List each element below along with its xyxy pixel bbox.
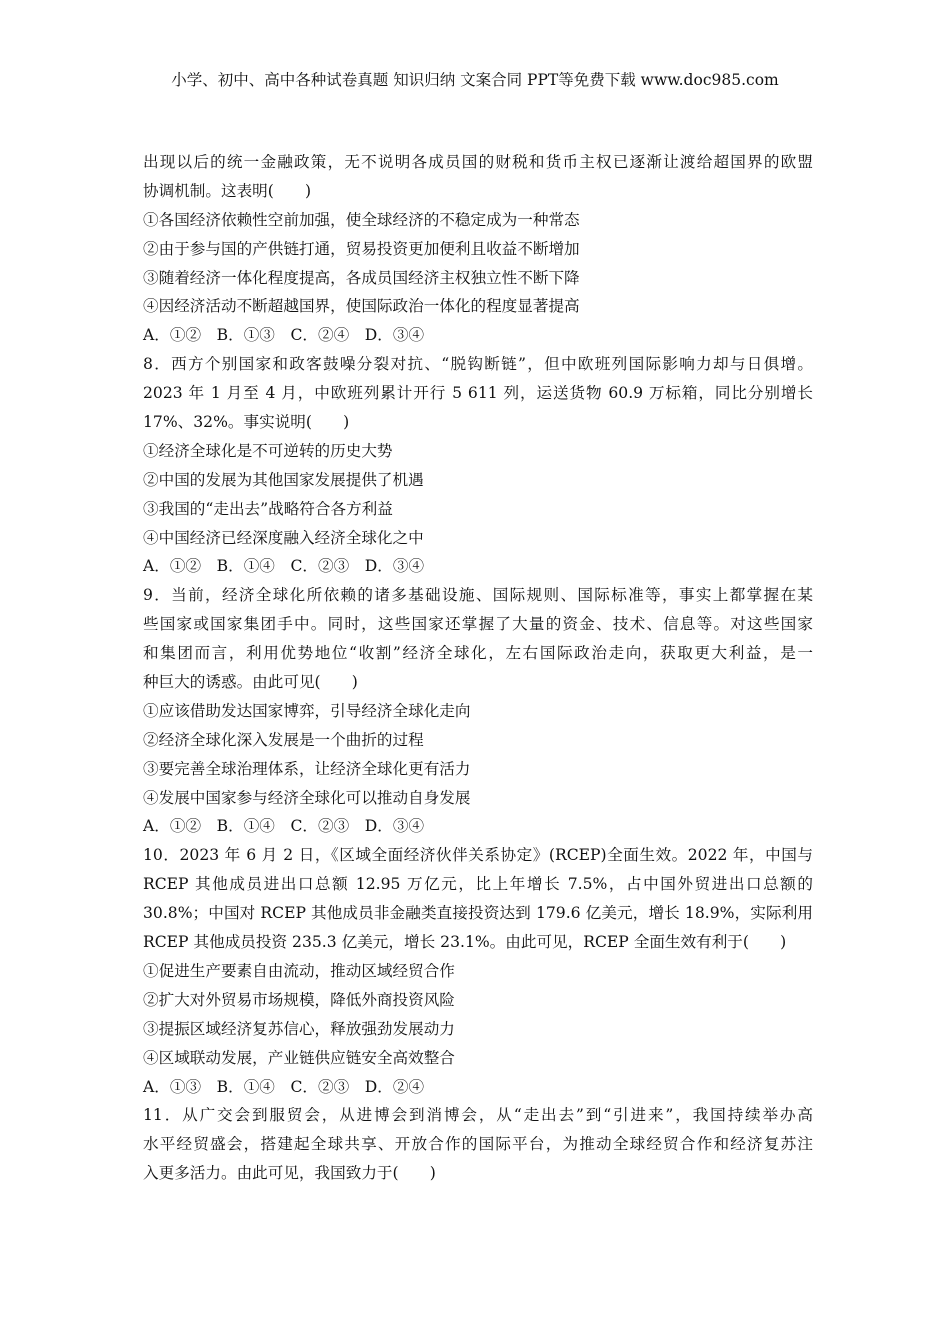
question-stem-line: 9．当前，经济全球化所依赖的诸多基础设施、国际规则、国际标准等，事实上都掌握在某 bbox=[143, 586, 813, 605]
statement-4: ④因经济活动不断超越国界，使国际政治一体化的程度显著提高 bbox=[143, 297, 580, 316]
question-stem-line: 种巨大的诱惑。由此可见( ) bbox=[143, 673, 358, 692]
question-stem-line: 和集团而言，利用优势地位“收割”经济全球化，左右国际政治走向，获取更大利益，是一 bbox=[143, 644, 813, 663]
question-stem-line: 些国家或国家集团手中。同时，这些国家还掌握了大量的资金、技术、信息等。对这些国家 bbox=[143, 615, 813, 634]
page-header: 小学、初中、高中各种试卷真题 知识归纳 文案合同 PPT等免费下载 www.doc985.com bbox=[171, 71, 779, 89]
statement-2: ②由于参与国的产供链打通，贸易投资更加便利且收益不断增加 bbox=[143, 239, 580, 258]
question-stem-line: 入更多活力。由此可见，我国致力于( ) bbox=[143, 1164, 436, 1183]
statement-1: ①应该借助发达国家博弈，引导经济全球化走向 bbox=[143, 701, 471, 720]
question-stem-line: RCEP 其他成员进出口总额 12.95 万亿元，比上年增长 7.5%，占中国外贸进出口总额的 bbox=[143, 875, 813, 894]
question-8 bbox=[143, 350, 813, 581]
question-stem-line: 出现以后的统一金融政策，无不说明各成员国的财税和货币主权已逐渐让渡给超国界的欧盟 bbox=[143, 153, 813, 171]
statement-4: ④区域联动发展，产业链供应链安全高效整合 bbox=[143, 1048, 455, 1067]
question-10 bbox=[143, 841, 813, 1101]
statement-1: ①促进生产要素自由流动，推动区域经贸合作 bbox=[143, 961, 455, 980]
statement-2: ②中国的发展为其他国家发展提供了机遇 bbox=[143, 470, 424, 489]
question-stem-line: 8．西方个别国家和政客鼓噪分裂对抗、“脱钩断链”，但中欧班列国际影响力却与日俱增。 bbox=[143, 355, 813, 374]
question-stem-line: 10．2023 年 6 月 2 日，《区域全面经济伙伴关系协定》(RCEP)全面生效。2022 年，中国与 bbox=[143, 846, 813, 865]
statement-3: ③要完善全球治理体系，让经济全球化更有活力 bbox=[143, 759, 471, 778]
question-stem-line: 协调机制。这表明( ) bbox=[143, 181, 312, 200]
question-stem-line: 17%、32%。事实说明( ) bbox=[143, 413, 350, 432]
statement-3: ③随着经济一体化程度提高，各成员国经济主权独立性不断下降 bbox=[143, 268, 580, 287]
question-7-continued bbox=[143, 148, 813, 350]
question-9 bbox=[143, 581, 813, 841]
statement-3: ③提振区域经济复苏信心，释放强劲发展动力 bbox=[143, 1019, 455, 1038]
statement-4: ④中国经济已经深度融入经济全球化之中 bbox=[143, 528, 424, 547]
statement-3: ③我国的“走出去”战略符合各方利益 bbox=[143, 499, 393, 518]
question-stem-line: 11．从广交会到服贸会，从进博会到消博会，从“走出去”到“引进来”，我国持续举办高 bbox=[143, 1106, 813, 1125]
statement-1: ①各国经济依赖性空前加强，使全球经济的不稳定成为一种常态 bbox=[143, 210, 580, 229]
question-content bbox=[143, 148, 813, 1188]
question-11 bbox=[143, 1101, 813, 1188]
statement-2: ②扩大对外贸易市场规模，降低外商投资风险 bbox=[143, 990, 455, 1009]
answer-options: A．①② B．①③ C．②④ D．③④ bbox=[143, 326, 425, 345]
answer-options: A．①② B．①④ C．②③ D．③④ bbox=[143, 817, 425, 836]
question-stem-line: 2023 年 1 月至 4 月，中欧班列累计开行 5 611 列，运送货物 60.9 万标箱，同比分别增长 bbox=[143, 384, 813, 403]
statement-2: ②经济全球化深入发展是一个曲折的过程 bbox=[143, 730, 424, 749]
answer-options: A．①③ B．①④ C．②③ D．②④ bbox=[143, 1077, 425, 1096]
answer-options: A．①② B．①④ C．②③ D．③④ bbox=[143, 557, 425, 576]
statement-4: ④发展中国家参与经济全球化可以推动自身发展 bbox=[143, 788, 471, 807]
question-stem-line: 水平经贸盛会，搭建起全球共享、开放合作的国际平台，为推动全球经贸合作和经济复苏注 bbox=[143, 1135, 813, 1154]
question-stem-line: RCEP 其他成员投资 235.3 亿美元，增长 23.1%。由此可见，RCEP 全面生效有利于( ) bbox=[143, 933, 787, 952]
question-stem-line: 30.8%；中国对 RCEP 其他成员非金融类直接投资达到 179.6 亿美元，增长 18.9%，实际利用 bbox=[143, 904, 813, 923]
statement-1: ①经济全球化是不可逆转的历史大势 bbox=[143, 441, 393, 460]
